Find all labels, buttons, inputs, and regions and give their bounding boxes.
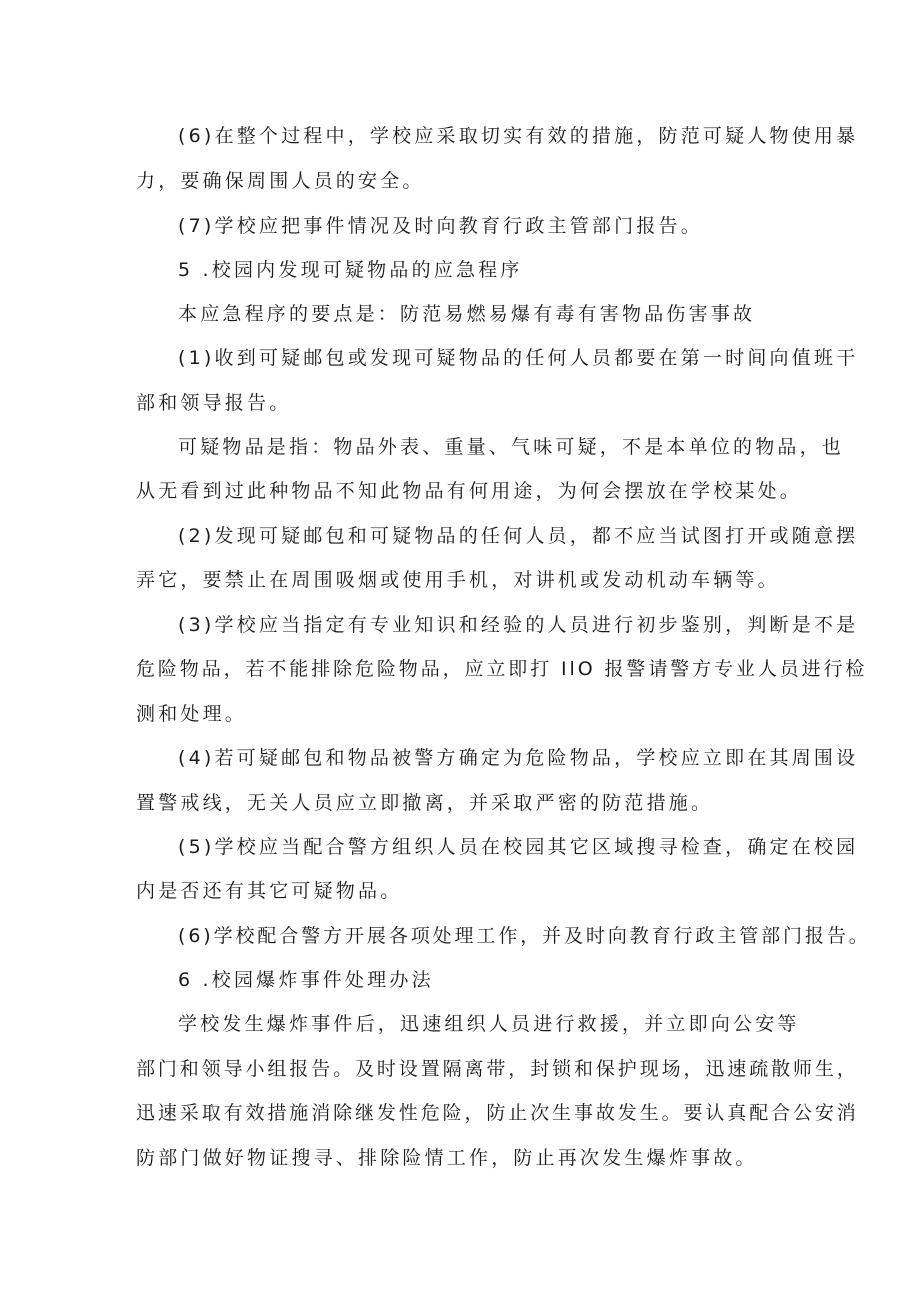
paragraph-line: (5)学校应当配合警方组织人员在校园其它区域搜寻检查，确定在校园 bbox=[178, 836, 859, 858]
paragraph-line: 力，要确保周围人员的安全。 bbox=[136, 170, 425, 192]
paragraph-line: 防部门做好物证搜寻、排除险情工作，防止再次发生爆炸事故。 bbox=[136, 1147, 758, 1169]
paragraph-line: 迅速采取有效措施消除继发性危险，防止次生事故发生。要认真配合公安消 bbox=[136, 1102, 859, 1124]
paragraph-line: 可疑物品是指：物品外表、重量、气味可疑，不是本单位的物品，也 bbox=[178, 436, 845, 458]
paragraph-line: 学校发生爆炸事件后，迅速组织人员进行救援，并立即向公安等 bbox=[178, 1013, 800, 1035]
paragraph-line: 部门和领导小组报告。及时设置隔离带，封锁和保护现场，迅速疏散师生， bbox=[136, 1058, 859, 1080]
paragraph-line: (7)学校应把事件情况及时向教育行政主管部门报告。 bbox=[178, 215, 703, 237]
paragraph-line: 部和领导报告。 bbox=[136, 392, 292, 414]
section-heading: 6 .校园爆炸事件处理办法 bbox=[178, 969, 434, 991]
paragraph-line: (1)收到可疑邮包或发现可疑物品的任何人员都要在第一时间向值班干 bbox=[178, 347, 859, 369]
paragraph-line: (4)若可疑邮包和物品被警方确定为危险物品，学校应立即在其周围设 bbox=[178, 747, 859, 769]
paragraph-line: 从无看到过此种物品不知此物品有何用途，为何会摆放在学校某处。 bbox=[136, 480, 803, 502]
section-heading: 5 .校园内发现可疑物品的应急程序 bbox=[178, 259, 523, 281]
paragraph-line: (6)在整个过程中，学校应采取切实有效的措施，防范可疑人物使用暴 bbox=[178, 125, 859, 147]
paragraph-line: (2)发现可疑邮包和可疑物品的任何人员，都不应当试图打开或随意摆 bbox=[178, 525, 859, 547]
paragraph-line: 本应急程序的要点是：防范易燃易爆有毒有害物品伤害事故 bbox=[178, 303, 756, 325]
paragraph-line: 内是否还有其它可疑物品。 bbox=[136, 880, 403, 902]
paragraph-line: 置警戒线，无关人员应立即撤离，并采取严密的防范措施。 bbox=[136, 792, 714, 814]
paragraph-line: 危险物品，若不能排除危险物品，应立即打 IlO 报警请警方专业人员进行检 bbox=[136, 658, 868, 680]
paragraph-line: 测和处理。 bbox=[136, 703, 248, 725]
paragraph-line: (3)学校应当指定有专业知识和经验的人员进行初步鉴别，判断是不是 bbox=[178, 614, 859, 636]
paragraph-line: 弄它，要禁止在周围吸烟或使用手机，对讲机或发动机动车辆等。 bbox=[136, 569, 780, 591]
paragraph-line: (6)学校配合警方开展各项处理工作，并及时向教育行政主管部门报告。 bbox=[178, 925, 871, 947]
